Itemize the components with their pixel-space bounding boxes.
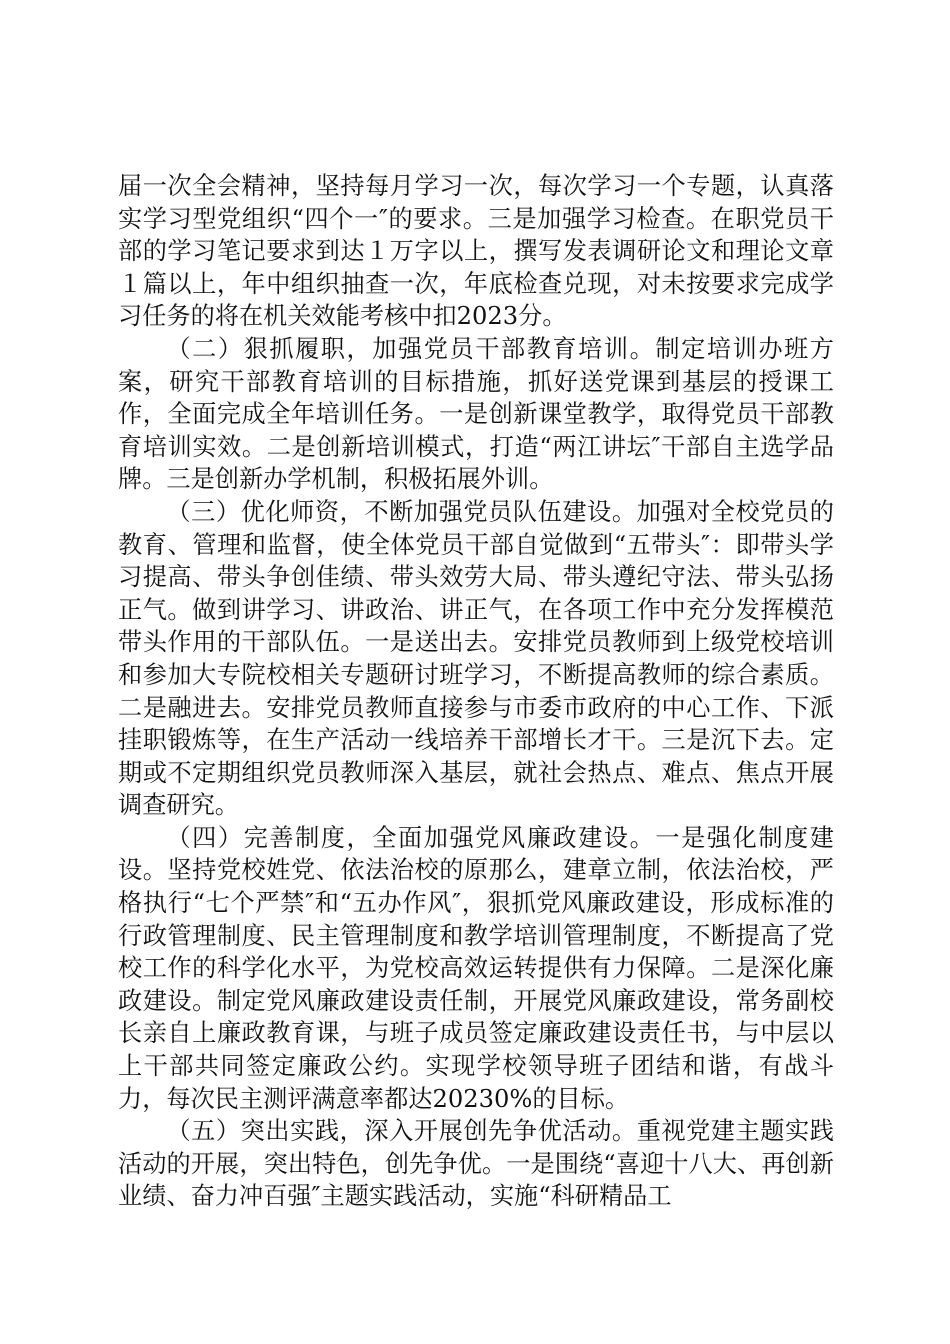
paragraph-1: 届一次全会精神，坚持每月学习一次，每次学习一个专题，认真落实学习型党组织“四个一″的要求。三是加强学习检查。在职党员干部的学习笔记要求到达１万字以上，撰写发表调研论文和理论文章１篇以上，年中组织抽查一次，年底检查兑现，对未按要求完成学习任务的将在机关效能考核中扣2023分。 bbox=[118, 172, 834, 331]
paragraph-5: （五）突出实践，深入开展创先争优活动。重视党建主题实践活动的开展，突出特色，创先争优。一是围绕“喜迎十八大、再创新业绩、奋力冲百强″主题实践活动，实施“科研精品工 bbox=[118, 1117, 834, 1211]
paragraph-2: （二）狠抓履职，加强党员干部教育培训。制定培训办班方案，研究干部教育培训的目标措施，抓好送党课到基层的授课工作，全面完成全年培训任务。一是创新课堂教学，取得党员干部教育培训实效。二是创新培训模式，打造“两江讲坛″干部自主选学品牌。三是创新办学机制，积极拓展外训。 bbox=[118, 334, 834, 494]
paragraph-4: （四）完善制度，全面加强党风廉政建设。一是强化制度建设。坚持党校姓党、依法治校的原那么，建章立制，依法治校，严格执行“七个严禁″和“五办作风″，狠抓党风廉政建设，形成标准的行政管理制度、民主管理制度和教学培训管理制度，不断提高了党校工作的科学化水平，为党校高效运转提供有力保障。二是深化廉政建设。制定党风廉政建设责任制，开展党风廉政建设，常务副校长亲自上廉政教育课，与班子成员签定廉政建设责任书，与中层以上干部共同签定廉政公约。实现学校领导班子团结和谐，有战斗力，每次民主测评满意率都达20230%的目标。 bbox=[118, 823, 834, 1113]
paragraph-3: （三）优化师资，不断加强党员队伍建设。加强对全校党员的教育、管理和监督，使全体党员干部自觉做到“五带头″：即带头学习提高、带头争创佳绩、带头效劳大局、带头遵纪守法、带头弘扬正气。做到讲学习、讲政治、讲正气，在各项工作中充分发挥模范带头作用的干部队伍。一是送出去。安排党员教师到上级党校培训和参加大专院校相关专题研讨班学习，不断提高教师的综合素质。二是融进去。安排党员教师直接参与市委市政府的中心工作、下派挂职锻炼等，在生产活动一线培养干部增长才干。三是沉下去。定期或不定期组织党员教师深入基层，就社会热点、难点、焦点开展调查研究。 bbox=[118, 497, 834, 820]
document-body bbox=[118, 170, 834, 1213]
